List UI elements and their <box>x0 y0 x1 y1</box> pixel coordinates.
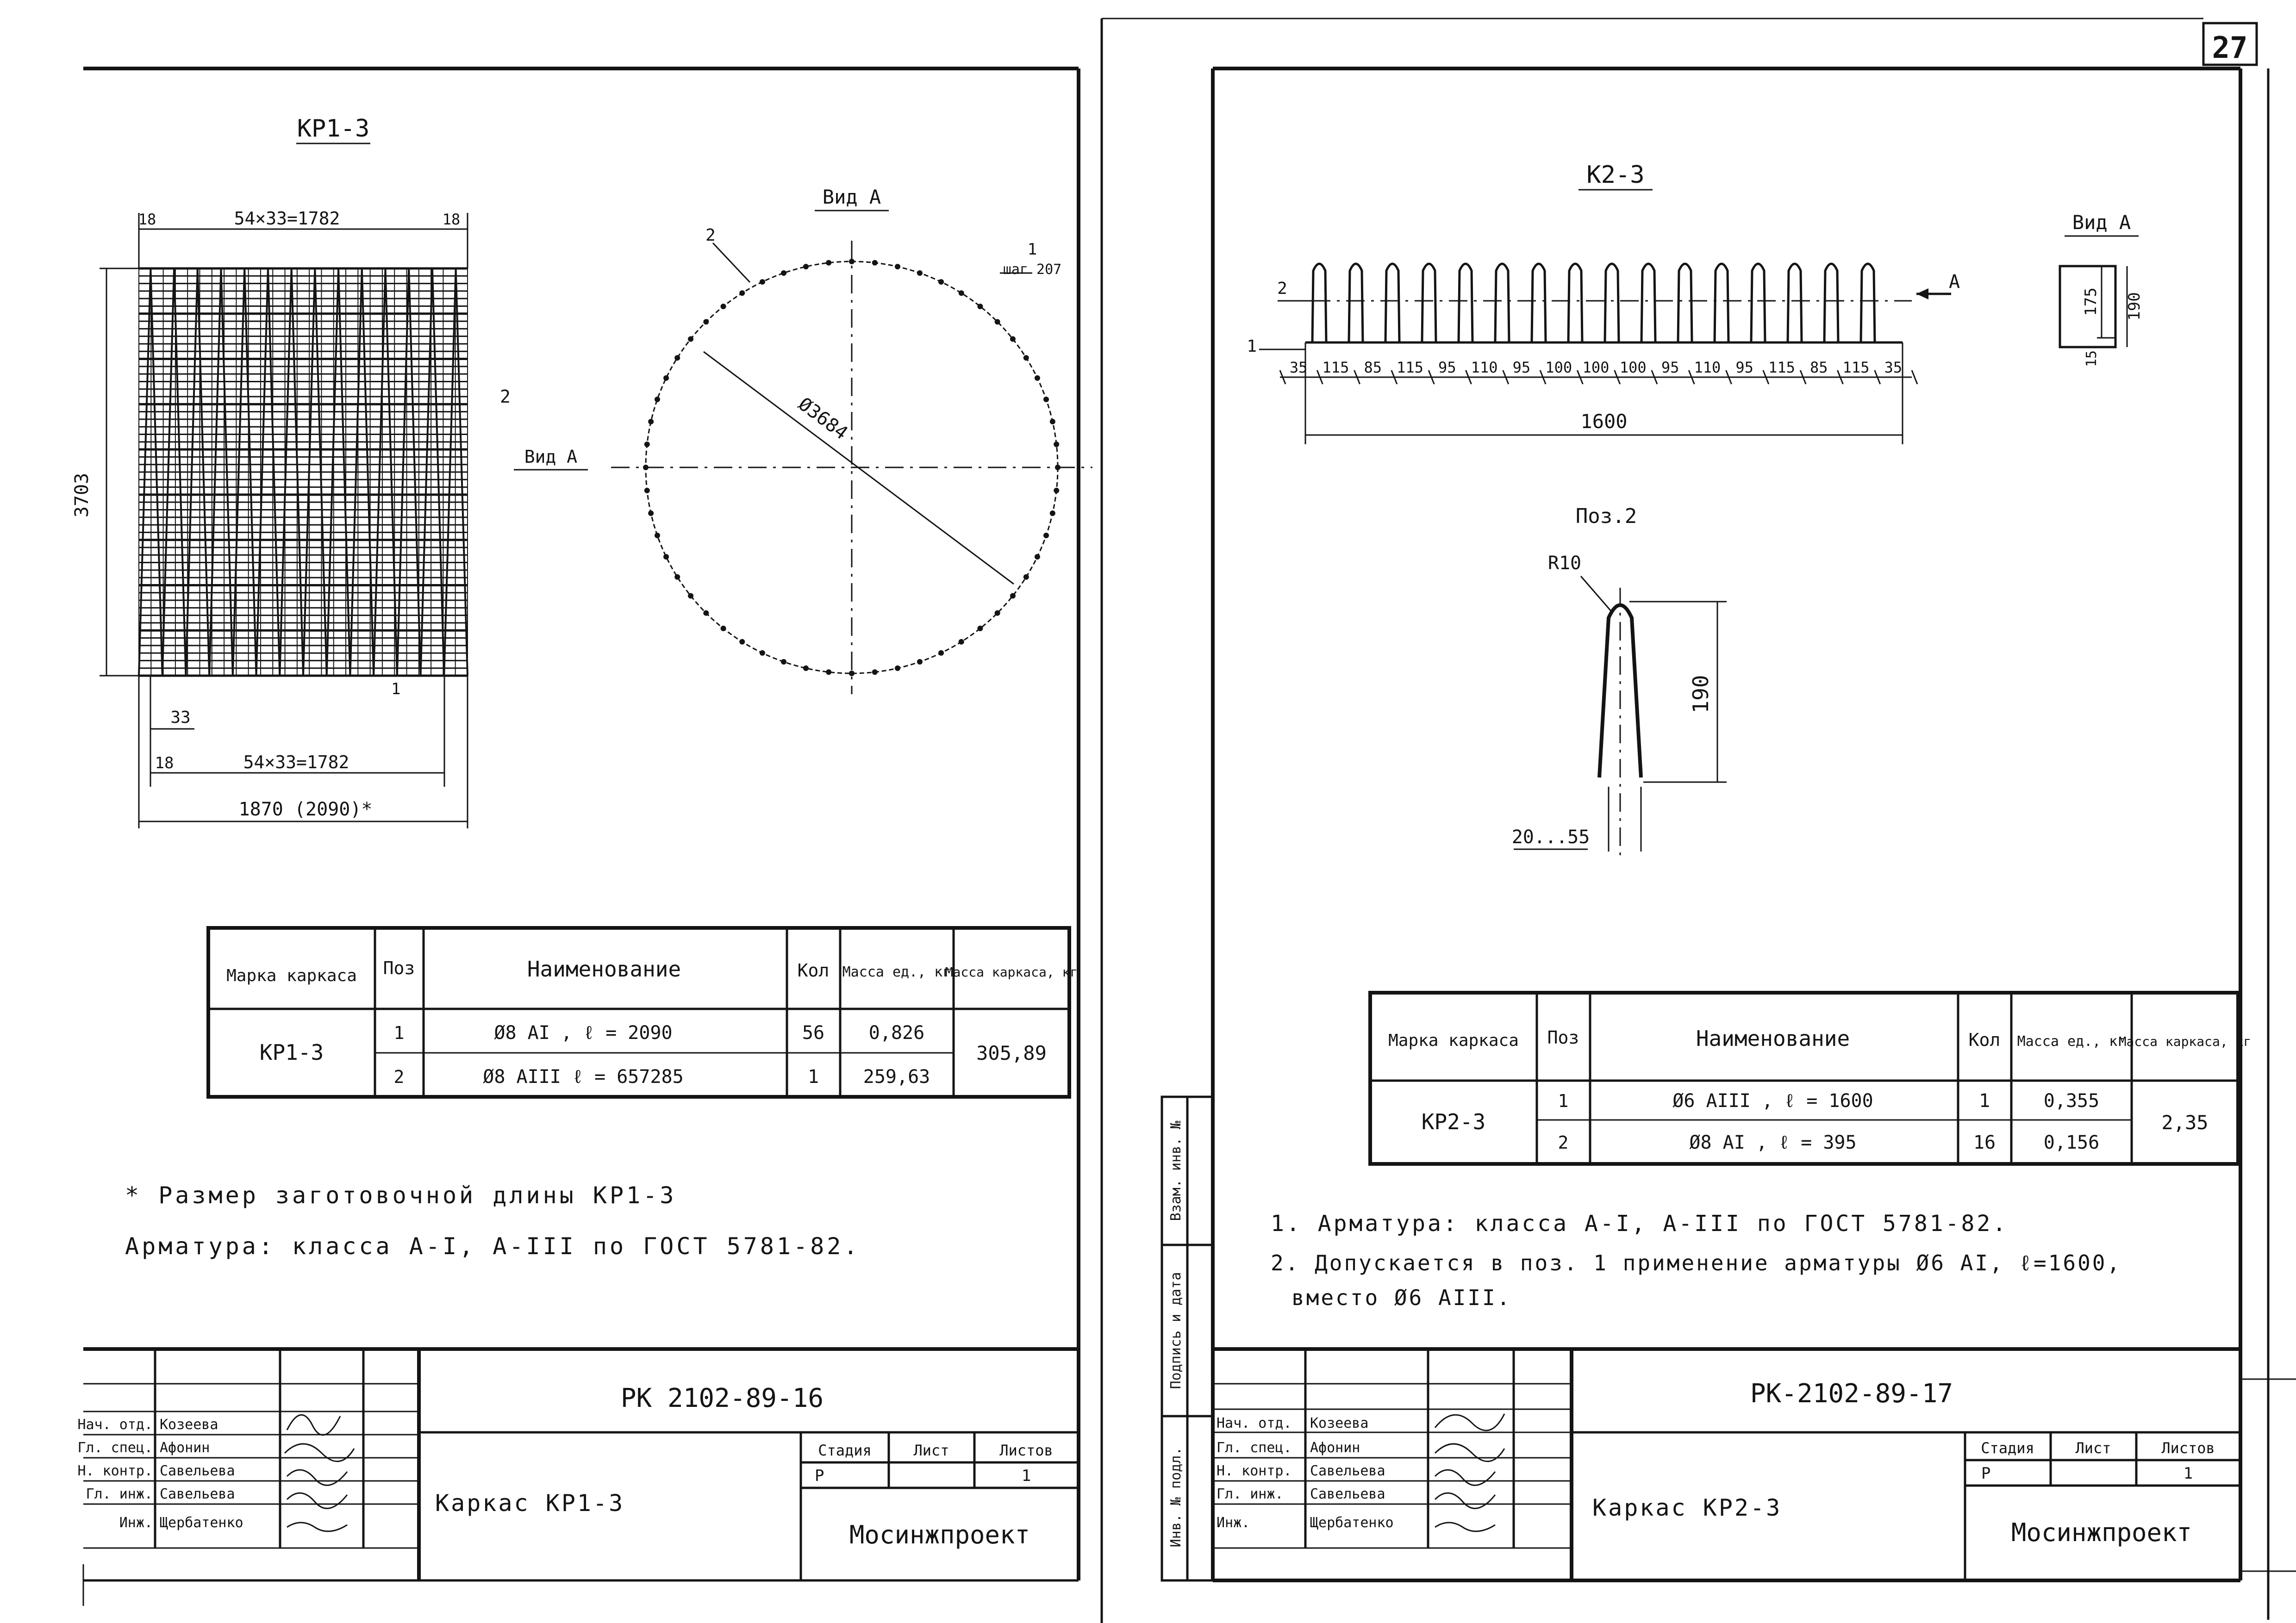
ring-bar-dot <box>674 574 680 580</box>
spacing-label: 35 <box>1289 359 1308 376</box>
right-view-dim-bottom: 15 <box>2084 350 2100 367</box>
k2-3-spacing-dims <box>1280 359 1917 384</box>
right-spec-header-mark: Марка каркаса <box>1388 1031 1519 1050</box>
ring-bar-dot <box>739 290 745 296</box>
loop-bar <box>1605 264 1619 342</box>
right-spec-header-unit-mass: Масса ед., кг <box>2017 1033 2126 1050</box>
left-dim-overall: 1870 (2090)* <box>238 799 373 820</box>
left-name-4: Савельева <box>160 1486 235 1502</box>
right-pos2-radius: R10 <box>1547 553 1582 574</box>
right-note-1: 1. Арматура: класса А-I, А-III по ГОСТ 5781-82. <box>1271 1211 2009 1237</box>
left-spec-header-mark: Марка каркаса <box>226 966 357 985</box>
left-spec-row1-unit-mass: 0,826 <box>868 1022 925 1044</box>
left-spec-total-mass: 305,89 <box>976 1042 1047 1064</box>
ring-bar-dot <box>1043 533 1049 538</box>
ring-bar-dot <box>688 593 693 598</box>
right-callout-2: 2 <box>1277 279 1287 298</box>
left-circle-callout-1: 1 <box>1027 240 1037 259</box>
spacing-label: 115 <box>1768 359 1795 376</box>
right-role-4: Гл. инж. <box>1217 1486 1284 1502</box>
left-spec-row1-pos: 1 <box>393 1023 405 1043</box>
ring-bar-dot <box>917 270 923 276</box>
spacing-label: 85 <box>1809 359 1828 376</box>
ring-bar-dot <box>1054 488 1059 493</box>
right-stage-value: Р <box>1981 1464 1991 1483</box>
spacing-label: 115 <box>1842 359 1870 376</box>
spacing-label: 95 <box>1661 359 1679 376</box>
right-title-code: РК-2102-89-17 <box>1750 1379 1953 1409</box>
right-role-3: Н. контр. <box>1217 1463 1292 1479</box>
loop-bar <box>1422 264 1436 342</box>
left-sheet-header: Лист <box>913 1442 949 1459</box>
ring-bar-dot <box>721 626 726 631</box>
right-overall-dim: 1600 <box>1580 410 1628 433</box>
spacing-label: 100 <box>1619 359 1647 376</box>
ring-bar-dot <box>655 533 660 538</box>
ring-bar-dot <box>895 665 900 671</box>
loop-bar <box>1459 264 1472 342</box>
left-note-2: Арматура: класса А-I, А-III по ГОСТ 5781-82. <box>125 1233 861 1260</box>
right-name-5: Щербатенко <box>1310 1515 1394 1531</box>
spacing-label: 100 <box>1545 359 1572 376</box>
left-title-code: РК 2102-89-16 <box>620 1383 824 1413</box>
ring-bar-dot <box>917 659 923 665</box>
left-spec-header-total-mass: Масса каркаса, кг <box>945 964 1078 980</box>
right-sheet-header: Лист <box>2075 1439 2111 1457</box>
left-signatures <box>285 1415 354 1531</box>
ring-bar-dot <box>703 319 709 324</box>
left-stage-header: Стадия <box>818 1442 872 1459</box>
ring-bar-dot <box>977 304 983 309</box>
left-spec-row2-qty: 1 <box>807 1066 819 1088</box>
ring-bar-dot <box>721 304 726 309</box>
right-name-4: Савельева <box>1310 1486 1385 1502</box>
right-drawing-title: К2-3 <box>1586 161 1645 189</box>
left-circle-callout-2: 2 <box>705 226 716 245</box>
ring-bar-dot <box>995 610 1000 616</box>
left-spec-header-unit-mass: Масса ед., кг <box>842 964 951 980</box>
ring-bar-dot <box>760 650 765 656</box>
right-sheet <box>1162 161 2251 1580</box>
right-stage-header: Стадия <box>1981 1439 2034 1457</box>
left-spec-header-name: Наименование <box>527 957 681 982</box>
ring-bar-dot <box>849 671 855 676</box>
right-spec-total-mass: 2,35 <box>2161 1111 2209 1134</box>
spacing-label: 95 <box>1438 359 1456 376</box>
ring-bar-dot <box>803 665 809 671</box>
left-note-1: * Размер заготовочной длины КР1-3 <box>125 1182 677 1209</box>
right-role-5: Инж. <box>1217 1515 1250 1531</box>
right-note-3: вместо Ø6 АIII. <box>1292 1285 1512 1310</box>
left-name-5: Щербатенко <box>160 1515 243 1531</box>
right-sheets-value: 1 <box>2183 1464 2193 1483</box>
ring-bar-dot <box>826 260 831 266</box>
right-spec-row2-pos: 2 <box>1558 1132 1569 1153</box>
spacing-label: 85 <box>1364 359 1382 376</box>
left-drawing-name: Каркас КР1-3 <box>435 1490 625 1517</box>
right-view-label: Вид А <box>2072 211 2131 234</box>
left-sheets-header: Листов <box>999 1442 1053 1459</box>
left-circle-dim: Ø3684 <box>794 393 852 444</box>
right-side-stamp-2: Подпись и дата <box>1168 1272 1184 1389</box>
ring-bar-dot <box>1043 397 1049 402</box>
right-pos2-height: 190 <box>1688 675 1713 714</box>
right-view-dim-outer: 190 <box>2125 292 2144 321</box>
left-spec-mark: КР1-3 <box>259 1040 324 1065</box>
right-signatures <box>1435 1414 1504 1531</box>
right-spec-row2-unit-mass: 0,156 <box>2043 1132 2100 1153</box>
ring-bar-dot <box>872 669 878 675</box>
right-callout-1: 1 <box>1247 337 1257 356</box>
right-side-stamp-3: Взам. инв. № <box>1168 1120 1184 1221</box>
spacing-tick <box>1912 370 1917 384</box>
ring-bar-dot <box>977 626 983 631</box>
left-spec-header-qty: Кол <box>797 960 830 981</box>
right-name-1: Козеева <box>1310 1415 1369 1431</box>
right-side-stamp-1: Инв. № подл. <box>1168 1447 1184 1548</box>
right-spec-row1-name: Ø6 АIII , ℓ = 1600 <box>1672 1090 1873 1112</box>
ring-bar-dot <box>739 639 745 645</box>
left-callout-1-bottom: 1 <box>391 680 401 698</box>
loop-bar <box>1788 264 1802 342</box>
ring-bar-dot <box>760 279 765 285</box>
ring-bar-dot <box>1010 336 1016 342</box>
ring-bar-dot <box>1035 554 1040 560</box>
loop-bar <box>1568 264 1582 342</box>
ring-bar-dot <box>959 639 964 645</box>
left-dim-top-right: 18 <box>442 211 461 228</box>
loop-bar <box>1678 264 1692 342</box>
right-drawing-name: Каркас КР2-3 <box>1592 1494 1782 1521</box>
right-role-1: Нач. отд. <box>1217 1415 1292 1431</box>
left-spec-row1-qty: 56 <box>802 1022 825 1044</box>
ring-bar-dot <box>663 554 669 560</box>
ring-bar-dot <box>648 419 654 424</box>
loop-bar <box>1824 264 1838 342</box>
left-stage-value: Р <box>815 1467 824 1485</box>
ring-bar-dot <box>1054 442 1059 447</box>
right-spec-header-total-mass: Масса каркаса, кг <box>2118 1034 2252 1049</box>
right-sheets-header: Листов <box>2161 1439 2215 1457</box>
ring-bar-dot <box>703 610 709 616</box>
spacing-label: 115 <box>1397 359 1423 376</box>
left-spec-header-pos: Поз <box>383 958 415 978</box>
loop-bar <box>1349 264 1363 342</box>
left-drawing-title: КР1-3 <box>297 115 370 143</box>
left-dim-top-edge: 18 <box>138 211 156 228</box>
k2-3-loops <box>1312 264 1875 342</box>
ring-bar-dot <box>826 669 831 675</box>
ring-bar-dot <box>663 375 669 381</box>
right-pos2-title: Поз.2 <box>1575 504 1637 528</box>
left-organization: Мосинжпроект <box>849 1520 1030 1549</box>
left-circle-step: шаг 207 <box>1003 261 1062 278</box>
ring-bar-dot <box>872 260 878 266</box>
spacing-label: 100 <box>1582 359 1610 376</box>
left-spec-row2-pos: 2 <box>393 1067 405 1087</box>
right-organization: Мосинжпроект <box>2011 1518 2192 1547</box>
right-role-2: Гл. спец. <box>1217 1440 1292 1456</box>
right-spec-header-pos: Поз <box>1547 1027 1579 1048</box>
right-name-3: Савельева <box>1310 1463 1385 1479</box>
ring-bar-dot <box>674 355 680 361</box>
right-pos2-base: 20...55 <box>1511 827 1590 848</box>
right-spec-header-qty: Кол <box>1968 1030 2001 1050</box>
left-view-label: Вид А <box>822 186 881 208</box>
left-spec-row2-name: Ø8 АIII ℓ = 657285 <box>483 1066 684 1088</box>
ring-bar-dot <box>938 650 944 656</box>
page-number: 27 <box>2212 31 2248 65</box>
spacing-label: 110 <box>1694 359 1721 376</box>
ring-bar-dot <box>648 510 654 516</box>
right-view-dim-inner: 175 <box>2082 287 2100 316</box>
spacing-label: 35 <box>1884 359 1903 376</box>
left-dim-top: 54×33=1782 <box>234 208 340 229</box>
left-spec-row1-name: Ø8 АI , ℓ = 2090 <box>494 1022 673 1044</box>
ring-bar-dot <box>1050 419 1055 424</box>
loop-bar <box>1532 264 1546 342</box>
left-role-2: Гл. спец. <box>77 1440 153 1456</box>
right-spec-header-name: Наименование <box>1696 1026 1850 1051</box>
loop-bar <box>1312 264 1326 342</box>
ring-bar-dot <box>1050 510 1055 516</box>
ring-bar-dot <box>1023 574 1029 580</box>
left-role-4: Гл. инж. <box>86 1486 153 1502</box>
ring-bar-dot <box>781 659 786 665</box>
loop-bar <box>1715 264 1728 342</box>
ring-bar-dot <box>688 336 693 342</box>
left-spec-row2-unit-mass: 259,63 <box>863 1066 930 1088</box>
spacing-label: 110 <box>1471 359 1498 376</box>
left-name-3: Савельева <box>160 1463 235 1479</box>
left-role-1: Нач. отд. <box>77 1417 153 1433</box>
left-role-5: Инж. <box>119 1515 153 1531</box>
right-spec-row1-qty: 1 <box>1978 1090 1990 1112</box>
right-arrow-label: А <box>1949 271 1960 292</box>
loop-bar <box>1385 264 1399 342</box>
left-view-ref: Вид А <box>524 447 578 467</box>
ring-bar-dot <box>803 264 809 269</box>
ring-bar-dot <box>895 264 900 269</box>
loop-bar <box>1641 264 1655 342</box>
ring-bar-dot <box>938 279 944 285</box>
left-sheet <box>71 115 1092 1580</box>
ring-bar-dot <box>644 442 650 447</box>
left-dim-bottom: 54×33=1782 <box>243 752 349 772</box>
spacing-label: 115 <box>1322 359 1349 376</box>
left-callout-2-side: 2 <box>500 386 511 407</box>
right-spec-mark: КР2-3 <box>1421 1109 1486 1134</box>
ring-bar-dot <box>1010 593 1016 598</box>
ring-bar-dot <box>959 290 964 296</box>
right-name-2: Афонин <box>1310 1440 1360 1456</box>
left-dim-height: 3703 <box>71 473 93 518</box>
loop-bar <box>1495 264 1509 342</box>
ring-bar-dot <box>1023 355 1029 361</box>
ring-bar-dot <box>781 270 786 276</box>
left-name-1: Козеева <box>160 1417 218 1433</box>
right-spec-row2-qty: 16 <box>1973 1132 1996 1153</box>
right-spec-row1-unit-mass: 0,355 <box>2043 1090 2100 1112</box>
right-spec-row1-pos: 1 <box>1558 1091 1569 1111</box>
ring-bar-dot <box>995 319 1000 324</box>
spacing-label: 95 <box>1512 359 1531 376</box>
left-sheets-value: 1 <box>1021 1467 1031 1485</box>
reinforcement-mesh <box>139 268 468 676</box>
ring-bar-dot <box>644 488 650 493</box>
spacing-label: 95 <box>1735 359 1753 376</box>
loop-bar <box>1861 264 1875 342</box>
left-role-3: Н. контр. <box>77 1463 153 1479</box>
ring-bar-dot <box>849 259 855 264</box>
loop-bar <box>1751 264 1765 342</box>
right-note-2: 2. Допускается в поз. 1 применение арматуры Ø6 АI, ℓ=1600, <box>1271 1250 2122 1275</box>
ring-bar-dot <box>1035 375 1040 381</box>
right-spec-row2-name: Ø8 АI , ℓ = 395 <box>1689 1132 1857 1153</box>
left-name-2: Афонин <box>160 1440 210 1456</box>
left-dim-pitch: 33 <box>170 708 191 727</box>
ring-bar-dot <box>655 397 660 402</box>
left-dim-bottom-edge: 18 <box>155 754 174 772</box>
